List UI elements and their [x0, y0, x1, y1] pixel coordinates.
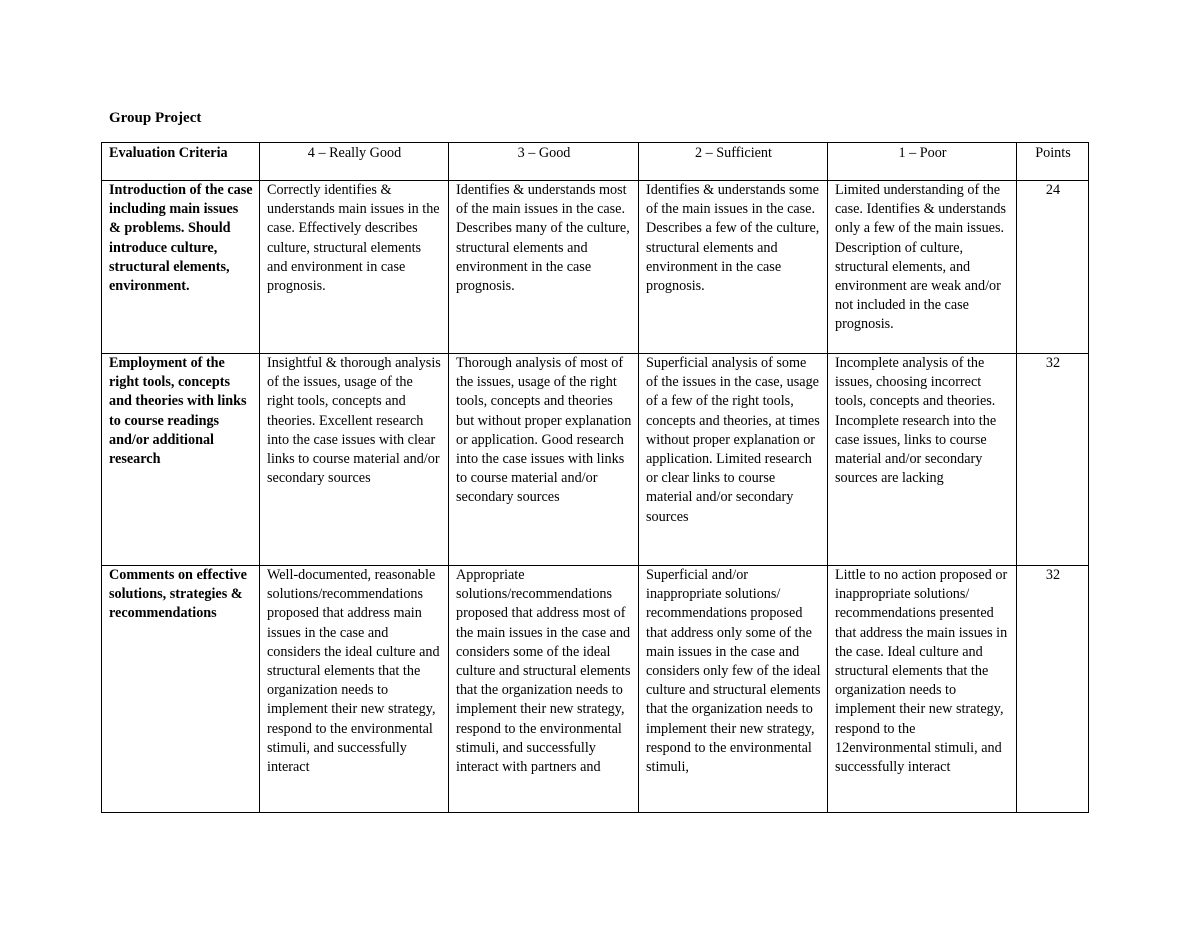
header-poor: 1 – Poor: [828, 143, 1017, 181]
table-row: [102, 181, 1089, 354]
poor-cell: Limited understanding of the case. Identifies & understands only a few of the main issues. Description of culture, structural elements, and environment are weak and/or not included in the case prognosis.: [828, 181, 1017, 354]
table-header-row: [102, 143, 1089, 181]
page-title: Group Project: [109, 110, 202, 126]
header-good: 3 – Good: [449, 143, 639, 181]
good-cell: Thorough analysis of most of the issues, usage of the right tools, concepts and theories but without proper explanation or application. Good research into the case issues with links to course material and/or secondary sources: [449, 354, 639, 566]
header-sufficient: 2 – Sufficient: [639, 143, 828, 181]
table-row: [102, 566, 1089, 813]
points-cell: 24: [1017, 181, 1089, 354]
points-cell: 32: [1017, 354, 1089, 566]
rubric-table: [101, 142, 1089, 813]
really-good-cell: Correctly identifies & understands main issues in the case. Effectively describes culture, structural elements and environment in case prognosis.: [260, 181, 449, 354]
good-cell: Identifies & understands most of the main issues in the case. Describes many of the culture, structural elements and environment in the case prognosis.: [449, 181, 639, 354]
header-evaluation-criteria: Evaluation Criteria: [102, 143, 260, 181]
header-points: Points: [1017, 143, 1089, 181]
really-good-cell: Well-documented, reasonable solutions/recommendations proposed that address main issues in the case and considers the ideal culture and structural elements that the organization needs to implement their new strategy, respond to the environmental stimuli, and successfully interact: [260, 566, 449, 813]
sufficient-cell: Identifies & understands some of the main issues in the case. Describes a few of the culture, structural elements and environment in the case prognosis.: [639, 181, 828, 354]
points-cell: 32: [1017, 566, 1089, 813]
sufficient-cell: Superficial analysis of some of the issues in the case, usage of a few of the right tools, concepts and theories, at times without proper explanation or application. Limited research or clear links to course material and/or secondary sources: [639, 354, 828, 566]
sufficient-cell: Superficial and/or inappropriate solutions/ recommendations proposed that address only some of the main issues in the case and considers only few of the ideal culture and structural elements that the organization needs to implement their new strategy, respond to the environmental stimuli,: [639, 566, 828, 813]
really-good-cell: Insightful & thorough analysis of the issues, usage of the right tools, concepts and theories. Excellent research into the case issues with clear links to course material and/or secondary sources: [260, 354, 449, 566]
poor-cell: Incomplete analysis of the issues, choosing incorrect tools, concepts and theories. Incomplete research into the case issues, links to course material and/or secondary sources are lacking: [828, 354, 1017, 566]
table-row: [102, 354, 1089, 566]
poor-cell: Little to no action proposed or inappropriate solutions/ recommendations presented that address the main issues in the case. Ideal culture and structural elements that the organization needs to implement their new strategy, respond to the 12environmental stimuli, and successfully interact: [828, 566, 1017, 813]
good-cell: Appropriate solutions/recommendations proposed that address most of the main issues in the case and considers some of the ideal culture and structural elements that the organization needs to implement their new strategy, respond to the environmental stimuli, and successfully interact with partners and: [449, 566, 639, 813]
criteria-cell: Employment of the right tools, concepts and theories with links to course readings and/or additional research: [102, 354, 260, 566]
criteria-cell: Comments on effective solutions, strategies & recommendations: [102, 566, 260, 813]
criteria-cell: Introduction of the case including main issues & problems. Should introduce culture, structural elements, environment.: [102, 181, 260, 354]
header-really-good: 4 – Really Good: [260, 143, 449, 181]
